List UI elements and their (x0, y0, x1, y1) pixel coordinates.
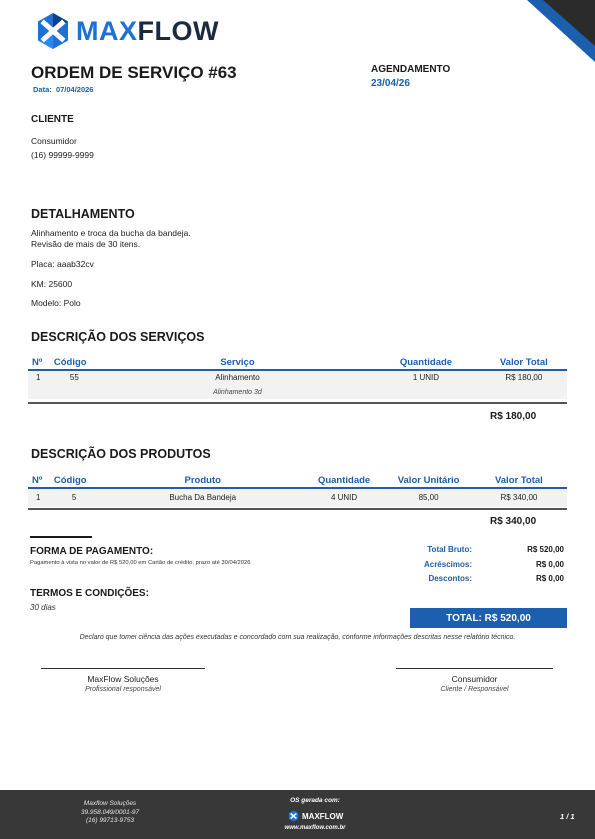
declaration-text: Declaro que tomei ciência das ações executadas e concordado com sua realização, conforme informações descritas nesse relatório técnico. (79, 634, 516, 641)
services-bottom-divider (28, 402, 567, 404)
service-note: Alinhamento 3d (213, 389, 262, 396)
signature-right-name: Consumidor (451, 674, 498, 684)
client-name: Consumidor (31, 136, 77, 146)
footer-logo-text: MAXFLOW (302, 811, 344, 821)
details-model: Modelo: Polo (31, 298, 81, 308)
col-quantity: Quantidade (399, 357, 453, 368)
details-line-1: Alinhamento e troca da bucha da bandeja. (31, 228, 191, 238)
col-code: Código (53, 475, 87, 486)
products-subtotal: R$ 340,00 (490, 516, 537, 527)
terms-heading: TERMOS E CONDIÇÕES: (30, 588, 149, 599)
client-heading: CLIENTE (31, 114, 74, 125)
footer-company: Maxflow Soluções (83, 800, 137, 807)
signature-line-left (41, 668, 205, 669)
service-name: Alinhamento (215, 373, 260, 382)
products-bottom-divider (28, 508, 567, 510)
table-row-note (28, 386, 567, 399)
terms-text: 30 dias (30, 603, 56, 612)
payment-accent-line (30, 536, 92, 538)
table-row (28, 487, 567, 507)
schedule-label: AGENDAMENTO (371, 64, 451, 75)
service-code: 55 (69, 373, 79, 382)
col-quantity: Quantidade (317, 475, 371, 486)
grand-total-box: TOTAL: R$ 520,00 (410, 608, 567, 628)
additions-label: Acréscimos: (423, 560, 472, 569)
col-number: Nº (32, 357, 43, 368)
page-title: ORDEM DE SERVIÇO #63 (31, 63, 237, 82)
discounts-value: R$ 0,00 (535, 574, 564, 583)
signature-left-name: MaxFlow Soluções (87, 674, 159, 684)
client-phone: (16) 99999-9999 (31, 150, 94, 160)
products-header-divider (28, 487, 567, 489)
service-number: 1 (36, 373, 41, 382)
table-row (28, 369, 567, 386)
footer-logo (288, 810, 343, 822)
payment-heading: FORMA DE PAGAMENTO: (30, 546, 154, 557)
schedule-value: 23/04/26 (371, 78, 410, 89)
additions-value: R$ 0,00 (535, 560, 564, 569)
col-number: Nº (32, 475, 43, 486)
service-total: R$ 180,00 (505, 373, 543, 382)
product-unit-value: 85,00 (418, 492, 439, 502)
payment-text: Pagamento à vista no valor de R$ 520,00 em Cartão de crédito, prazo até 30/04/2026 (30, 560, 251, 566)
details-line-2: Revisão de mais de 30 itens. (31, 239, 141, 249)
brand-logo (36, 10, 226, 52)
products-header-row (28, 474, 567, 487)
col-total: Valor Total (499, 357, 548, 368)
product-name: Bucha Da Bandeja (169, 492, 237, 502)
maxflow-logo-icon (36, 12, 70, 50)
services-header-divider (28, 369, 567, 371)
products-table (28, 474, 567, 507)
services-header-row (28, 356, 567, 369)
footer-phone: (16) 99713-9753 (85, 817, 135, 824)
page-number: 1 / 1 (560, 812, 575, 821)
discounts-label: Descontos: (428, 574, 472, 583)
footer-company-info (60, 800, 160, 826)
signature-line-right (396, 668, 553, 669)
product-quantity: 4 UNID (330, 492, 358, 502)
gross-total-label: Total Bruto: (427, 545, 472, 554)
col-unit-value: Valor Unitário (397, 475, 460, 486)
footer-generated-label: OS gerada com: (290, 797, 340, 804)
details-heading: DETALHAMENTO (31, 207, 135, 221)
service-quantity: 1 UNID (412, 373, 440, 382)
services-heading: DESCRIÇÃO DOS SERVIÇOS (31, 330, 205, 344)
product-number: 1 (36, 492, 41, 502)
maxflow-logo-icon (288, 810, 299, 822)
gross-total-value: R$ 520,00 (527, 545, 564, 554)
logo-text-flow: FLOW (137, 15, 219, 46)
product-total: R$ 340,00 (500, 492, 538, 502)
logo-text-max: MAX (76, 15, 138, 46)
corner-decoration (505, 0, 595, 80)
signature-left-role: Profissional responsável (85, 686, 161, 693)
issue-date (33, 85, 93, 94)
col-product: Produto (184, 475, 221, 486)
date-label: Data: (33, 85, 52, 94)
col-code: Código (53, 357, 87, 368)
details-km: KM: 25600 (31, 279, 73, 289)
col-service: Serviço (220, 357, 255, 368)
services-table (28, 356, 567, 399)
date-value: 07/04/2026 (55, 85, 94, 94)
col-total: Valor Total (494, 475, 543, 486)
signature-right-role: Cliente / Responsável (440, 686, 509, 693)
product-code: 5 (71, 492, 77, 502)
footer-url[interactable]: www.maxflow.com.br (284, 825, 346, 831)
details-plate: Placa: aaab32cv (31, 259, 94, 269)
services-subtotal: R$ 180,00 (490, 411, 537, 422)
products-heading: DESCRIÇÃO DOS PRODUTOS (31, 447, 211, 461)
footer-cnpj: 39.958.049/0001-97 (80, 808, 140, 816)
